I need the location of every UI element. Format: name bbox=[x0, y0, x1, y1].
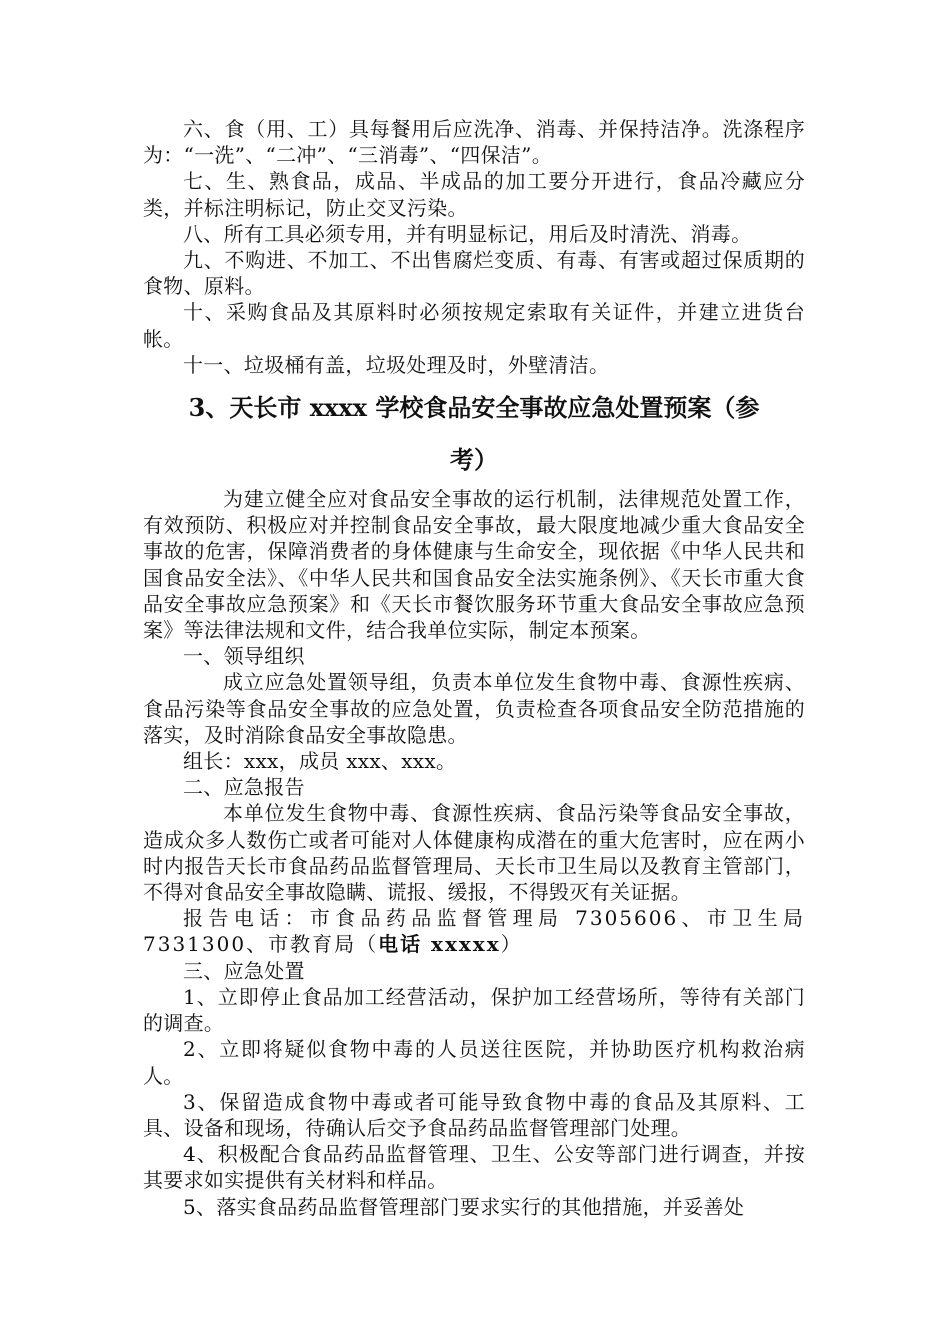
report-phone-bold: 电话 xxxxx bbox=[378, 932, 501, 957]
section-2-heading: 二、应急报告 bbox=[183, 775, 305, 800]
rule-8: 八、所有工具必须专用，并有明显标记，用后及时清洗、消毒。 bbox=[183, 221, 752, 246]
section-1-members: 组长：xxx，成员 xxx、xxx。 bbox=[183, 749, 457, 774]
rule-9: 九、不购进、不加工、不出售腐烂变质、有毒、有害或超过保质期的食物、原料。 bbox=[143, 248, 805, 299]
section-2-body: 本单位发生食物中毒、食源性疾病、食品污染等食品安全事故，造成众多人数伤亡或者可能对人体健康构成潜在的重大危害时，应在两小时内报告天长市食品药品监督管理局、天长市卫生局以及教育主管部门，不得对食品安全事故隐瞒、谎报、缓报，不得毁灭有关证据。 bbox=[143, 801, 805, 905]
title-line-1: 3、天长市 xxxx 学校食品安全事故应急处置预案（参 bbox=[188, 393, 760, 423]
report-phone-close: ） bbox=[500, 932, 523, 957]
title-line-2: 考） bbox=[450, 445, 498, 475]
document-page bbox=[143, 116, 805, 1220]
report-phone-line bbox=[143, 905, 805, 957]
report-phone-text: 报告电话：市食品药品监督管理局 7305606、市卫生局 7331300、市教育局（ bbox=[143, 906, 805, 957]
rule-6: 六、食（用、工）具每餐用后应洗净、消毒、并保持洁净。洗涤程序为：“一洗”、“二冲”、“三消毒”、“四保洁”。 bbox=[143, 117, 805, 168]
section-3-item-4: 4、积极配合食品药品监督管理、卫生、公安等部门进行调查，并按其要求如实提供有关材料和样品。 bbox=[143, 1142, 805, 1193]
section-1-body: 成立应急处置领导组，负责本单位发生食物中毒、食源性疾病、食品污染等食品安全事故的应急处置，负责检查各项食品安全防范措施的落实，及时消除食品安全事故隐患。 bbox=[143, 670, 805, 747]
intro-paragraph: 为建立健全应对食品安全事故的运行机制，法律规范处置工作，有效预防、积极应对并控制食品安全事故，最大限度地减少重大食品安全事故的危害，保障消费者的身体健康与生命安全，现依据《中华人民共和国食品安全法》、《中华人民共和国食品安全法实施条例》、《天长市重大食品安全事故应急预案》和《天长市餐饮服务环节重大食品安全事故应急预案》等法律法规和文件，结合我单位实际，制定本预案。 bbox=[143, 487, 805, 643]
rule-10: 十、采购食品及其原料时必须按规定索取有关证件，并建立进货台帐。 bbox=[143, 300, 805, 351]
rule-7: 七、生、熟食品，成品、半成品的加工要分开进行，食品冷藏应分类，并标注明标记，防止交叉污染。 bbox=[143, 169, 805, 220]
section-3-item-5: 5、落实食品药品监督管理部门要求实行的其他措施，并妥善处 bbox=[183, 1194, 745, 1219]
document-title bbox=[143, 378, 805, 486]
section-3-item-3: 3、保留造成食物中毒或者可能导致食物中毒的食品及其原料、工具、设备和现场，待确认后交予食品药品监督管理部门处理。 bbox=[143, 1089, 805, 1140]
rule-11: 十一、垃圾桶有盖，垃圾处理及时，外壁清洁。 bbox=[183, 352, 610, 377]
section-3-item-1: 1、立即停止食品加工经营活动，保护加工经营场所，等待有关部门的调查。 bbox=[143, 984, 805, 1036]
section-3-item-2: 2、立即将疑似食物中毒的人员送往医院，并协助医疗机构救治病人。 bbox=[143, 1037, 805, 1088]
section-1-heading: 一、领导组织 bbox=[183, 644, 305, 669]
section-3-heading: 三、应急处置 bbox=[183, 958, 305, 983]
